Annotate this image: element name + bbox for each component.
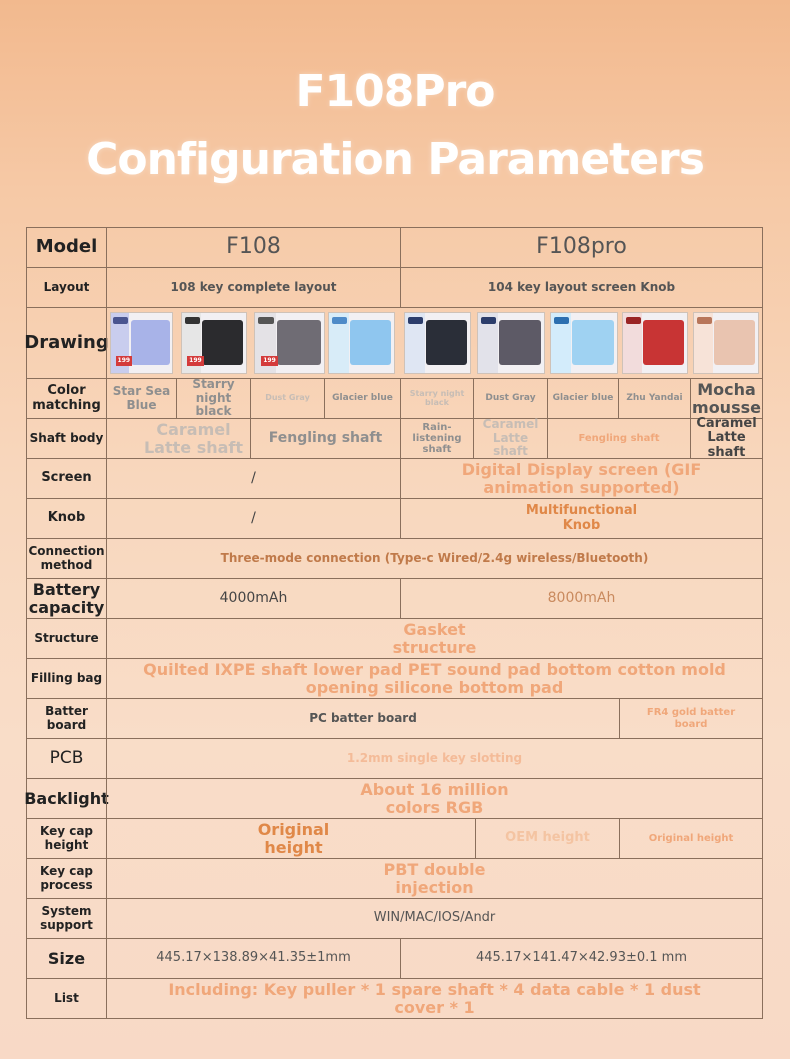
screen-f108pro: Digital Display screen (GIF animation supported) xyxy=(400,458,763,499)
structure-value: Gasket structure xyxy=(106,618,763,659)
shaft-pro-caramel-latte-2: Caramel Latte shaft xyxy=(690,418,763,459)
shaft-pro-rain-listening: Rain-listening shaft xyxy=(400,418,474,459)
row-label-size: Size xyxy=(26,938,107,979)
keyboard-thumbnail-pro-zhu-yandai xyxy=(622,312,688,374)
color-dust-gray: Dust Gray xyxy=(250,378,325,419)
shaft-pro-fengling: Fengling shaft xyxy=(547,418,691,459)
knob-f108pro: Multifunctional Knob xyxy=(400,498,763,539)
batter-board-left: PC batter board xyxy=(106,698,620,739)
battery-f108pro: 8000mAh xyxy=(400,578,763,619)
row-label-system: System support xyxy=(26,898,107,939)
color-star-sea-blue: Star Sea Blue xyxy=(106,378,177,419)
row-label-color: Color matching xyxy=(26,378,107,419)
shaft-caramel-latte: Caramel Latte shaft xyxy=(106,418,251,459)
row-label-structure: Structure xyxy=(26,618,107,659)
layout-f108pro: 104 key layout screen Knob xyxy=(400,267,763,308)
keycap-height-a: Original height xyxy=(106,818,476,859)
row-label-screen: Screen xyxy=(26,458,107,499)
size-f108: 445.17×138.89×41.35±1mm xyxy=(106,938,401,979)
model-f108pro: F108pro xyxy=(400,227,763,268)
price-tag: 199 xyxy=(261,356,279,366)
row-label-connection: Connection method xyxy=(26,538,107,579)
row-label-battery: Battery capacity xyxy=(26,578,107,619)
color-starry-night-black: Starry night black xyxy=(176,378,251,419)
page-title-line1: F108Pro xyxy=(295,66,495,117)
price-tag: 199 xyxy=(117,357,131,365)
row-label-keycap-process: Key cap process xyxy=(26,858,107,899)
color-pro-starry-night-black: Starry night black xyxy=(400,378,474,419)
system-value: WIN/MAC/IOS/Andr xyxy=(106,898,763,939)
shaft-fengling: Fengling shaft xyxy=(250,418,401,459)
color-glacier-blue: Glacier blue xyxy=(324,378,401,419)
model-f108: F108 xyxy=(106,227,401,268)
row-label-pcb: PCB xyxy=(26,738,107,779)
size-f108pro: 445.17×141.47×42.93±0.1 mm xyxy=(400,938,763,979)
knob-f108: / xyxy=(106,498,401,539)
keyboard-thumbnail-star-sea-blue xyxy=(110,312,173,374)
row-label-list: List xyxy=(26,978,107,1019)
keyboard-thumbnail-pro-mocha-mousse xyxy=(693,312,759,374)
color-pro-dust-gray: Dust Gray xyxy=(473,378,548,419)
keycap-process-value: PBT double injection xyxy=(106,858,763,899)
row-label-shaft: Shaft body xyxy=(26,418,107,459)
spec-table xyxy=(26,227,763,1019)
color-pro-mocha-mousse: Mocha mousse xyxy=(690,378,763,419)
keyboard-thumbnail-dust-gray xyxy=(254,312,325,374)
page-title-line2: Configuration Parameters xyxy=(86,134,704,185)
filling-value: Quilted IXPE shaft lower pad PET sound pad bottom cotton mold opening silicone bottom pad xyxy=(106,658,763,699)
row-label-keycap-height: Key cap height xyxy=(26,818,107,859)
color-pro-zhu-yandai: Zhu Yandai xyxy=(618,378,691,419)
row-label-batter-board: Batter board xyxy=(26,698,107,739)
list-value: Including: Key puller * 1 spare shaft * 4 data cable * 1 dust cover * 1 xyxy=(106,978,763,1019)
row-label-model: Model xyxy=(26,227,107,268)
row-label-backlight: Backlight xyxy=(26,778,107,819)
keyboard-thumbnail-pro-glacier-blue xyxy=(550,312,618,374)
keyboard-thumbnail-pro-starry-night-black xyxy=(404,312,471,374)
keyboard-thumbnail-starry-night-black xyxy=(181,312,247,374)
color-pro-glacier-blue: Glacier blue xyxy=(547,378,619,419)
screen-f108: / xyxy=(106,458,401,499)
keycap-height-c: Original height xyxy=(619,818,763,859)
row-label-layout: Layout xyxy=(26,267,107,308)
keyboard-thumbnail-pro-dust-gray xyxy=(477,312,545,374)
price-tag: 199 xyxy=(187,356,204,366)
keyboard-thumbnail-glacier-blue xyxy=(328,312,395,374)
shaft-pro-caramel-latte: Caramel Latte shaft xyxy=(473,418,548,459)
connection-value: Three-mode connection (Type-c Wired/2.4g wireless/Bluetooth) xyxy=(106,538,763,579)
batter-board-right: FR4 gold batter board xyxy=(619,698,763,739)
keycap-height-b: OEM height xyxy=(475,818,620,859)
pcb-value: 1.2mm single key slotting xyxy=(106,738,763,779)
battery-f108: 4000mAh xyxy=(106,578,401,619)
layout-f108: 108 key complete layout xyxy=(106,267,401,308)
backlight-value: About 16 million colors RGB xyxy=(106,778,763,819)
row-label-filling: Filling bag xyxy=(26,658,107,699)
row-label-knob: Knob xyxy=(26,498,107,539)
row-label-drawing: Drawing xyxy=(26,307,107,379)
